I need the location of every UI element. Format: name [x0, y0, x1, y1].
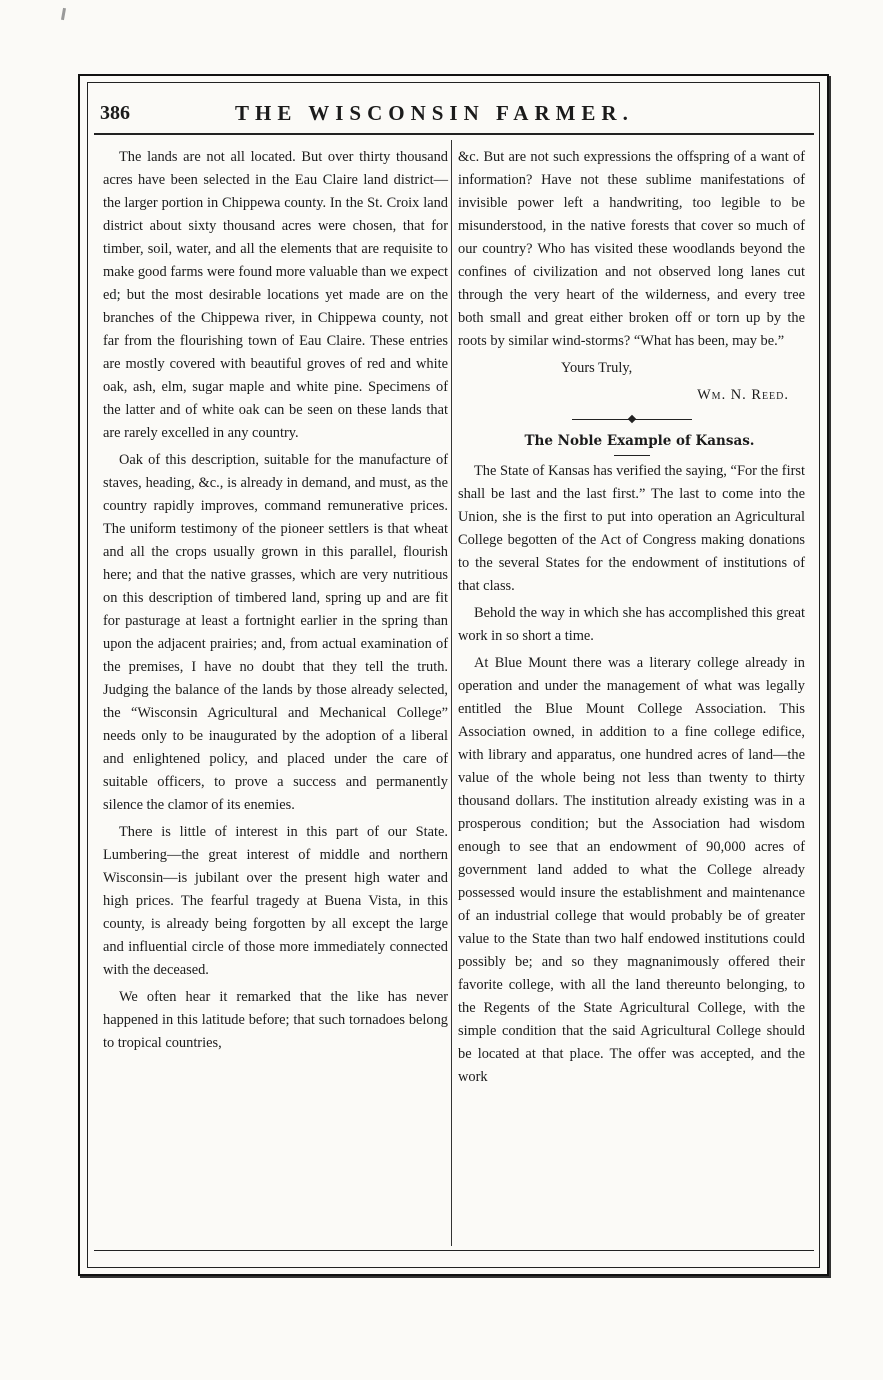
paragraph: At Blue Mount there was a literary college already in operation and under the management of what was legally entitled the Blue Mount College Association. This Association owned, in addition to a fine college edifice, with library and apparatus, one hundred acres of land—the value of the whole being not less than twenty to thirty thousand dollars. The institution already existing was in a prosperous condition; but the Association had wisdom enough to see that an endowment of 90,000 acres of government land added to what the College already possessed would insure the establishment and maintenance of an industrial college that would probably be of greater value to the State than two half endowed institutions could possibly be; and so they magnanimously offered their favorite college, with all the land thereunto belonging, to the Regents of the State Agricultural College, with the simple condition that the said Agricultural College should be located at that place. The offer was accepted, and the work: [458, 655, 805, 1085]
paragraph: The State of Kansas has verified the saying, “For the first shall be last and the last first.” The last to come into the Union, she is the first to put into operation an Agricultural College begotten of the Act of Congress making donations to the several States for the endowment of institutions of that class.: [458, 463, 805, 594]
left-column: [103, 146, 448, 1055]
paragraph: The lands are not all located. But over thirty thousand acres have been selected in the Eau Claire land district—the larger portion in Chippewa county. In the St. Croix land district about sixty thousand acres were chosen, that for timber, soil, water, and all the elements that are requisite to make good farms were found more valuable than we expect ed; but the most desirable locations yet made are on the branches of the Chippewa river, in Chippewa county, not far from the flourishing town of Eau Claire. These entries are mostly covered with beautiful groves of red and white oak, ash, elm, sugar maple and white pine. Specimens of the latter and of white oak can be seen on these lands that are rarely excelled in any country.: [103, 149, 448, 441]
right-column: [458, 146, 805, 1089]
letter-signature: Wm. N. Reed.: [697, 387, 789, 403]
header-rule: [94, 133, 814, 135]
page-header: [100, 96, 812, 130]
paragraph: Behold the way in which she has accomplished this great work in so short a time.: [458, 605, 805, 644]
section-divider: [572, 419, 692, 420]
footer-rule: [94, 1250, 814, 1251]
paragraph: Oak of this description, suitable for the manufacture of staves, heading, &c., is already in demand, and must, as the country rapidly improves, command remunerative prices. The uniform testimony of the pioneer settlers is that wheat and all the crops usually grown in this parallel, flourish here; and that the native grasses, which are very nutritious on this description of timbered land, spring up and are fit for pasturage at least a fortnight earlier in the spring than upon the adjacent prairies; and, from actual examination of the premises, I have no doubt that they tell the truth. Judging the balance of the lands by those already selected, the “Wisconsin Agricultural and Mechanical College” needs only to be inaugurated by the adoption of a liberal and enlightened policy, and placed under the care of suitable officers, to prove a success and permanently silence the clamor of its enemies.: [103, 452, 448, 813]
continued-paragraph: &c. But are not such expressions the offspring of a want of information? Have not these sublime manifestations of invisible power left a handwriting, too legible to be misunderstood, in the native forests that cover so much of our country? Who has visited these woodlands beyond the confines of civilization and not observed long lanes cut through the very heart of the wilderness, and every tree both small and great either broken off or torn up by the roots by similar wind-storms? “What has been, may be.”: [458, 149, 805, 349]
letter-signoff: Yours Truly,: [561, 360, 633, 376]
page-number: 386: [100, 101, 130, 124]
margin-mark: [61, 8, 66, 20]
paragraph: There is little of interest in this part of our State. Lumbering—the great interest of middle and northern Wisconsin—is jubilant over the present high water and high prices. The fearful tragedy at Buena Vista, in this county, is already being forgotten by all except the large and influential circle of those more immediately connected with the deceased.: [103, 824, 448, 978]
masthead-title: THE WISCONSIN FARMER.: [235, 100, 634, 125]
column-divider: [451, 140, 452, 1246]
article-heading: The Noble Example of Kansas.: [458, 430, 805, 456]
paragraph: We often hear it remarked that the like has never happened in this latitude before; that such tornadoes belong to tropical countries,: [103, 989, 448, 1051]
